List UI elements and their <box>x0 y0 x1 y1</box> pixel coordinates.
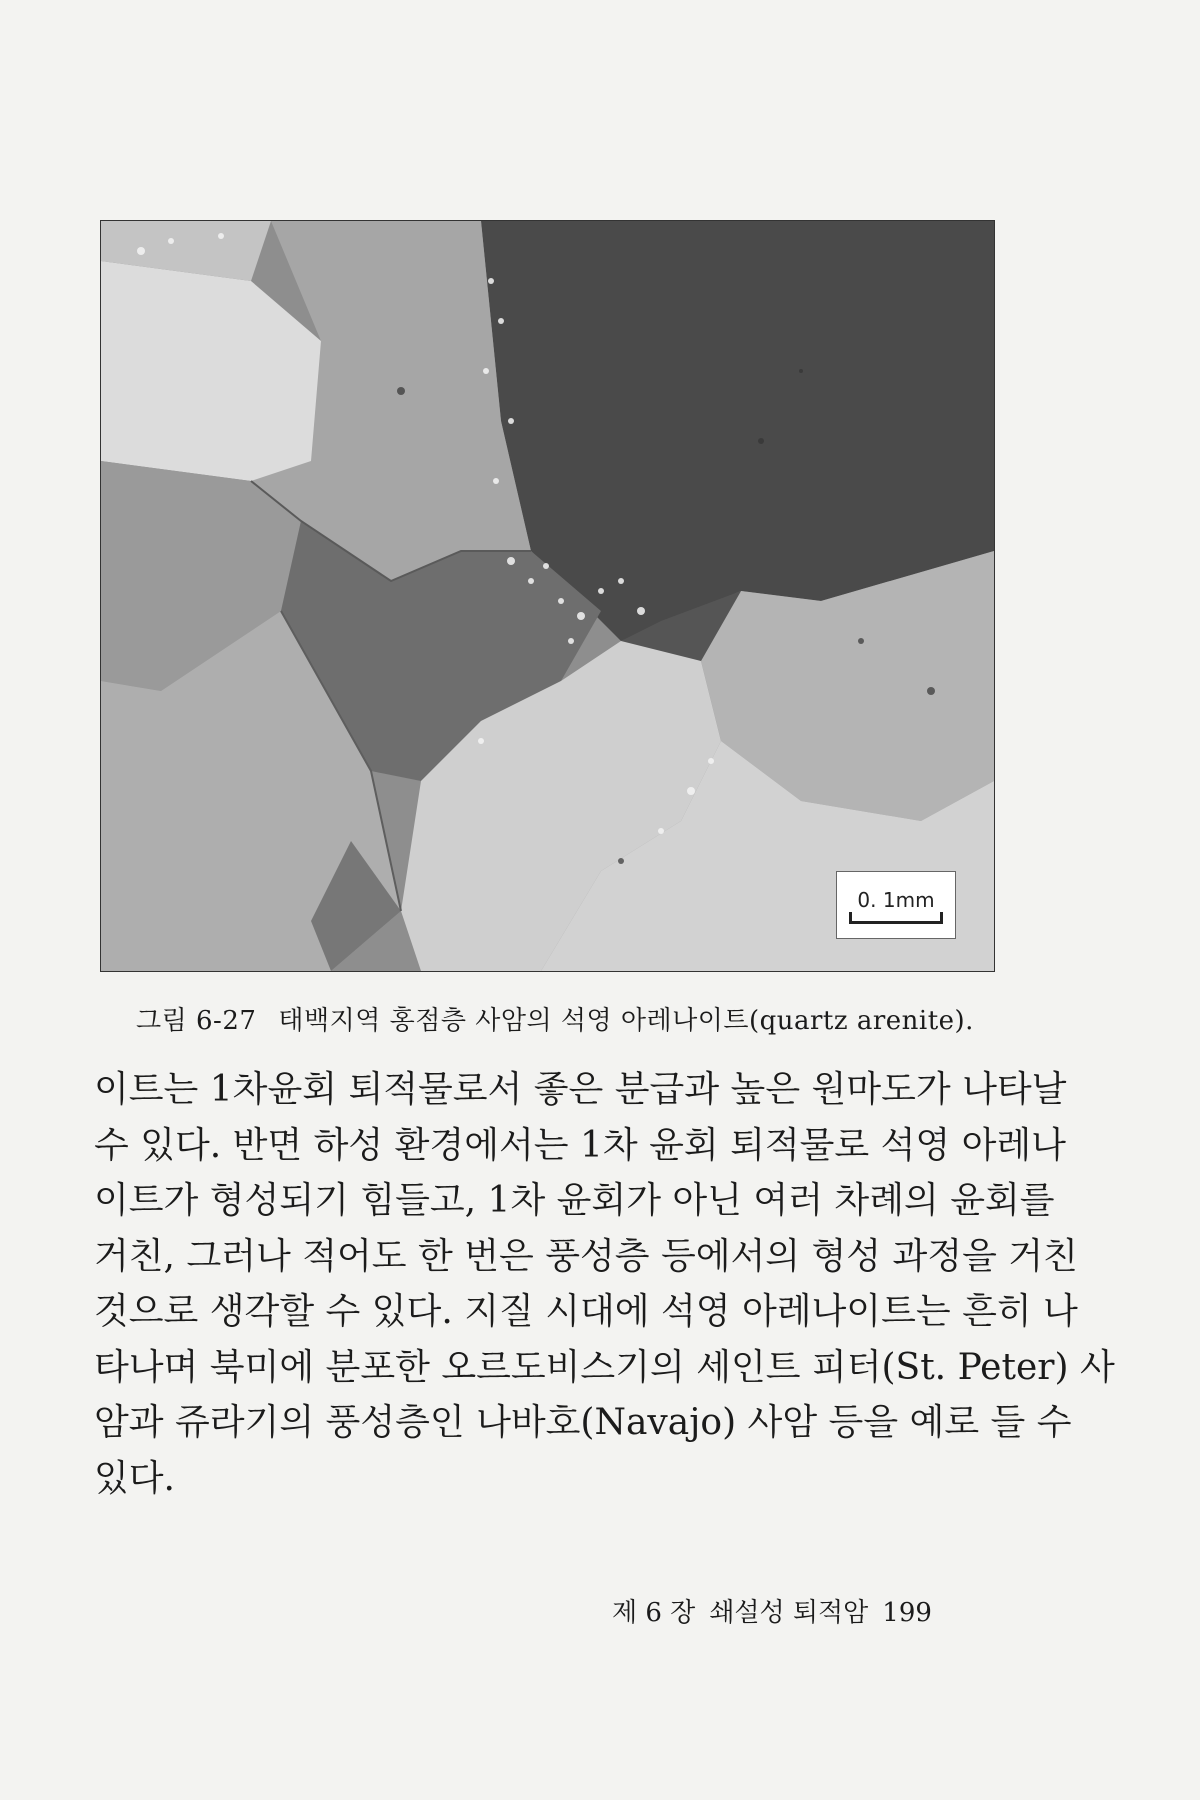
page-number: 199 <box>882 1598 932 1628</box>
figure-number: 그림 6-27 <box>136 1006 257 1036</box>
figure-caption <box>136 1000 996 1037</box>
body-line: 타나며 북미에 분포한 오르도비스기의 세인트 피터(St. Peter) 사 <box>94 1346 1115 1388</box>
chapter-label: 제 6 장 <box>612 1598 696 1628</box>
body-line: 이트는 1차윤회 퇴적물로서 좋은 분급과 높은 원마도가 나타날 <box>94 1069 1067 1110</box>
quartz-grains-image <box>101 221 994 971</box>
page-footer <box>612 1592 972 1629</box>
body-paragraph <box>94 1062 1115 1506</box>
scale-bar <box>836 871 956 939</box>
figure-caption-text: 태백지역 홍점층 사암의 석영 아레나이트(quartz arenite). <box>278 1006 974 1036</box>
chapter-title: 쇄설성 퇴적암 <box>709 1598 869 1628</box>
body-line: 암과 쥬라기의 풍성층인 나바호(Navajo) 사암 등을 예로 들 수 <box>94 1402 1072 1443</box>
body-line: 것으로 생각할 수 있다. 지질 시대에 석영 아레나이트는 흔히 나 <box>94 1291 1078 1332</box>
body-line: 있다. <box>94 1457 175 1499</box>
body-line: 이트가 형성되기 힘들고, 1차 윤회가 아닌 여러 차례의 윤회를 <box>94 1180 1055 1221</box>
scale-bar-line <box>849 921 943 924</box>
body-line: 거친, 그러나 적어도 한 번은 풍성층 등에서의 형성 과정을 거친 <box>94 1235 1078 1277</box>
photomicrograph <box>100 220 995 972</box>
body-line: 수 있다. 반면 하성 환경에서는 1차 윤회 퇴적물로 석영 아레나 <box>94 1124 1066 1166</box>
scale-bar-label: 0. 1mm <box>857 888 935 912</box>
